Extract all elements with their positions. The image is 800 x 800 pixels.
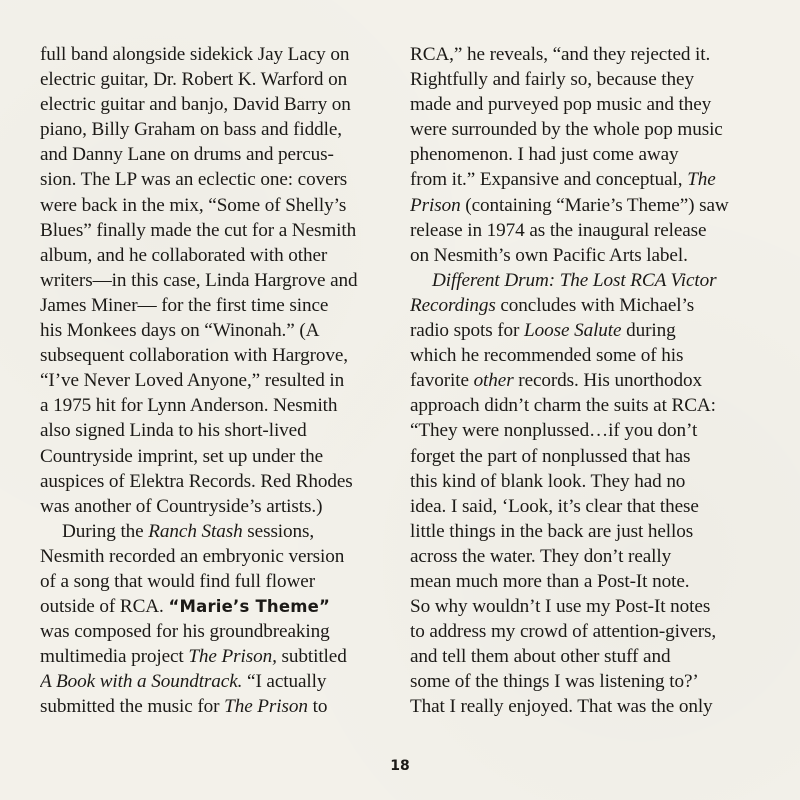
text-run: writers—in this case, Linda Hargrove and [40,269,358,291]
text-run: Countryside imprint, set up under the [40,445,324,467]
text-run: from it.” Expansive and conceptual, [410,169,688,191]
text-run: “I actually [242,671,327,693]
text-line [410,318,755,343]
song-title-bold: “Marie’s Theme” [168,597,331,617]
text-run: his Monkees days on “Winonah.” (A [40,320,320,342]
text-run: subtitled [276,646,347,668]
italic-title: other [473,370,514,392]
text-line [410,92,755,117]
text-run: sessions, [242,520,315,542]
text-run: mean much more than a Post-It note. [410,570,690,592]
italic-title: Loose Salute [524,320,622,342]
text-run: That I really enjoyed. That was the only [410,696,713,718]
text-line [40,243,385,268]
text-run: which he recommended some of his [410,345,684,367]
text-line [410,193,755,218]
text-run: phenomenon. I had just come away [410,144,679,166]
text-line [410,268,755,293]
text-line [40,569,385,594]
text-run: Nesmith recorded an embryonic version [40,545,345,567]
text-line [40,494,385,519]
text-line [40,67,385,92]
text-line [40,594,385,619]
text-run: was another of Countryside’s artists.) [40,495,323,517]
text-run: outside of RCA. [40,596,169,618]
text-run: concludes with Michael’s [495,294,695,316]
text-run: to [307,696,328,718]
text-line [40,193,385,218]
text-line [40,368,385,393]
text-line [40,469,385,494]
text-run: album, and he collaborated with other [40,244,328,266]
text-run: submitted the music for [40,696,225,718]
italic-title: The [687,169,716,191]
right-column [410,42,755,720]
text-run: also signed Linda to his short-lived [40,420,307,442]
text-run: RCA,” he reveals, “and they rejected it. [410,44,711,65]
text-line [410,67,755,92]
italic-title: A Book with a Soundtrack. [40,671,243,693]
text-line [40,544,385,569]
text-run: So why wouldn’t I use my Post-It notes [410,596,711,618]
text-run: sion. The LP was an eclectic one: covers [40,169,348,191]
text-line [410,393,755,418]
text-line [410,469,755,494]
text-line [40,619,385,644]
text-run: Rightfully and fairly so, because they [410,69,694,91]
text-line [410,619,755,644]
text-run: of a song that would find full flower [40,570,315,592]
text-run: were back in the mix, “Some of Shelly’s [40,194,347,216]
text-line [410,444,755,469]
text-run: “I’ve Never Loved Anyone,” resulted in [40,370,345,392]
text-line [410,494,755,519]
text-run: idea. I said, ‘Look, it’s clear that these [410,495,699,517]
italic-title: Prison [410,194,461,216]
left-column [40,42,385,720]
text-run: on Nesmith’s own Pacific Arts label. [410,244,688,266]
text-run: release in 1974 as the inaugural release [410,219,707,241]
text-line [40,519,385,544]
text-line [40,694,385,719]
text-run: During the [62,520,149,542]
text-line [40,318,385,343]
text-run: “They were nonplussed…if you don’t [410,420,698,442]
text-line [410,368,755,393]
text-run: during [621,320,676,342]
text-run: radio spots for [410,320,525,342]
text-run: auspices of Elektra Records. Red Rhodes [40,470,353,492]
text-line [40,218,385,243]
text-line [410,669,755,694]
italic-title: Recordings [410,294,496,316]
text-line [40,117,385,142]
text-line [40,167,385,192]
text-run: a 1975 hit for Lynn Anderson. Nesmith [40,395,338,417]
italic-title: The Prison, [188,646,277,668]
text-line [40,142,385,167]
italic-title: Different Drum: The Lost RCA Victor [432,269,717,291]
text-line [40,669,385,694]
italic-title: Ranch Stash [148,520,243,542]
text-line [410,218,755,243]
text-run: approach didn’t charm the suits at RCA: [410,395,716,417]
text-line [40,268,385,293]
text-line [40,293,385,318]
italic-title: The Prison [224,696,308,718]
text-run: Blues” finally made the cut for a Nesmith [40,219,357,241]
text-run: subsequent collaboration with Hargrove, [40,345,349,367]
text-run: made and purveyed pop music and they [410,94,712,116]
text-run: little things in the back are just hellos [410,520,694,542]
text-run: some of the things I was listening to?’ [410,671,699,693]
text-run: and Danny Lane on drums and percus- [40,144,334,166]
text-run: were surrounded by the whole pop music [410,119,723,141]
text-run: full band alongside sidekick Jay Lacy on [40,44,350,65]
text-run: this kind of blank look. They had no [410,470,686,492]
text-line [40,42,385,67]
text-line [410,544,755,569]
text-line [410,293,755,318]
text-run: favorite [410,370,474,392]
text-line [410,594,755,619]
text-line [410,167,755,192]
text-run: and tell them about other stuff and [410,646,671,668]
text-run: James Miner— for the first time since [40,294,329,316]
text-run: piano, Billy Graham on bass and fiddle, [40,119,342,141]
text-run: was composed for his groundbreaking [40,621,330,643]
text-line [410,569,755,594]
text-line [410,644,755,669]
page-number: 18 [390,758,410,774]
text-line [410,117,755,142]
text-line [40,343,385,368]
text-line [410,142,755,167]
text-run: records. His unorthodox [513,370,702,392]
text-run: forget the part of nonplussed that has [410,445,691,467]
text-line [40,418,385,443]
text-line [410,343,755,368]
text-line [40,92,385,117]
text-line [40,393,385,418]
text-line [410,418,755,443]
text-run: multimedia project [40,646,189,668]
text-line [410,519,755,544]
text-line [40,444,385,469]
text-line [410,243,755,268]
text-run: across the water. They don’t really [410,545,672,567]
text-run: electric guitar, Dr. Robert K. Warford on [40,69,348,91]
text-run: to address my crowd of attention-givers, [410,621,717,643]
text-run: electric guitar and banjo, David Barry on [40,94,351,116]
text-line [410,694,755,719]
text-line [410,42,755,67]
text-line [40,644,385,669]
text-run: (containing “Marie’s Theme”) saw [460,194,729,216]
